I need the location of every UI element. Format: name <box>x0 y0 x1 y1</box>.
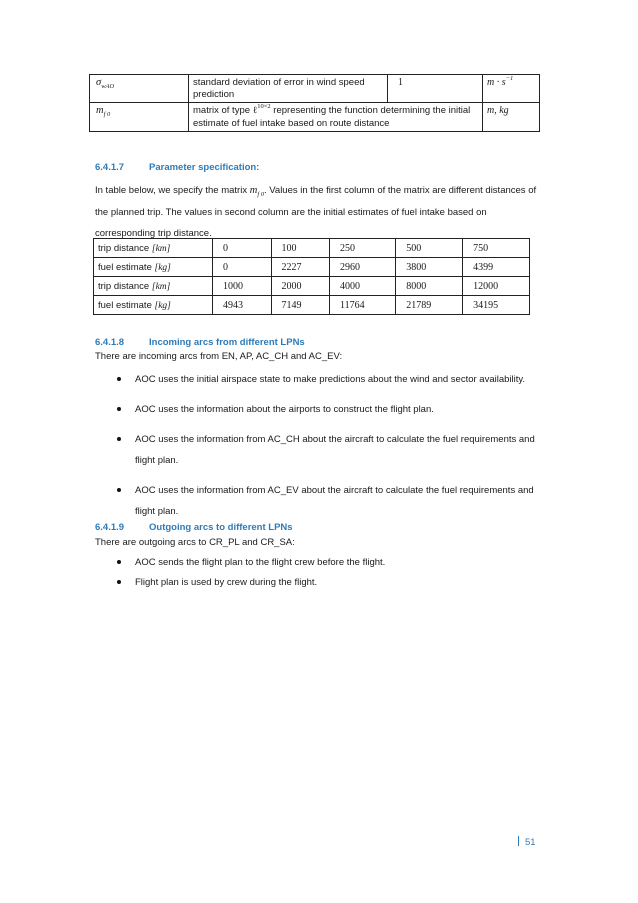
incoming-arcs-list <box>95 369 545 522</box>
table-cell: 8000 <box>396 277 463 296</box>
list-item: AOC uses the information from AC_EV about the aircraft to calculate the fuel requirements and flight plan. <box>95 480 545 522</box>
table-row <box>94 296 530 315</box>
table-row <box>90 75 540 103</box>
table-cell: 2960 <box>330 258 396 277</box>
table-row <box>90 103 540 132</box>
table-cell: 2000 <box>271 277 330 296</box>
table-row <box>94 258 530 277</box>
table-cell: 1000 <box>213 277 272 296</box>
row-label: fuel estimate [kg] <box>94 296 213 315</box>
row-label: trip distance [km] <box>94 239 213 258</box>
table-cell: 0 <box>213 239 272 258</box>
row-label: fuel estimate [kg] <box>94 258 213 277</box>
bullet-icon <box>117 488 121 492</box>
unit-cell: $m \cdot s^{-1}$ <box>483 75 540 103</box>
description-cell: standard deviation of error in wind speed prediction <box>189 75 388 103</box>
variables-table <box>89 74 540 132</box>
bullet-icon <box>117 580 121 584</box>
fuel-matrix-table <box>93 238 530 315</box>
table-cell: 21789 <box>396 296 463 315</box>
table-cell: 4000 <box>330 277 396 296</box>
table-cell: 100 <box>271 239 330 258</box>
footer-divider <box>518 836 519 846</box>
section-heading-6-4-1-7: 6.4.1.7 Parameter specification: <box>95 162 260 173</box>
unit-cell: m, kg <box>483 103 540 132</box>
table-cell: 4399 <box>463 258 530 277</box>
bullet-icon <box>117 437 121 441</box>
dimension-cell: 1 <box>388 75 483 103</box>
list-item: AOC uses the information from AC_CH about the aircraft to calculate the fuel requirements and flight plan. <box>95 429 545 471</box>
table-cell: 7149 <box>271 296 330 315</box>
bullet-icon <box>117 407 121 411</box>
incoming-intro: There are incoming arcs from EN, AP, AC_CH and AC_EV: <box>95 351 343 362</box>
table-cell: 250 <box>330 239 396 258</box>
description-cell: matrix of type ℓ$^{10\times 2}$ representing the function determining the initial estimate of fuel intake based on route distance <box>189 103 483 132</box>
table-row <box>94 277 530 296</box>
page-footer <box>518 836 536 848</box>
outgoing-arcs-list <box>95 556 545 589</box>
table-cell: 750 <box>463 239 530 258</box>
symbol-cell: $m_{f 0}$ <box>90 103 189 132</box>
table-row <box>94 239 530 258</box>
list-item: AOC uses the initial airspace state to make predictions about the wind and sector availability. <box>95 369 545 390</box>
table-cell: 12000 <box>463 277 530 296</box>
table-cell: 2227 <box>271 258 330 277</box>
section-heading-6-4-1-8: 6.4.1.8 Incoming arcs from different LPNs <box>95 337 305 348</box>
parameter-paragraph: In table below, we specify the matrix $m_{f 0}$. Values in the first column of the matrix are different distances of the planned trip. The values in second column are the initial estimates of fuel intake based on corresponding trip distance. <box>95 185 537 239</box>
row-label: trip distance [km] <box>94 277 213 296</box>
list-item: AOC uses the information about the airports to construct the flight plan. <box>95 399 545 420</box>
table-cell: 3800 <box>396 258 463 277</box>
table-cell: 4943 <box>213 296 272 315</box>
table-cell: 0 <box>213 258 272 277</box>
symbol-cell: $\sigma_{wAO}$ <box>90 75 189 103</box>
table-cell: 34195 <box>463 296 530 315</box>
page-number: 51 <box>525 837 536 848</box>
outgoing-intro: There are outgoing arcs to CR_PL and CR_SA: <box>95 537 295 548</box>
list-item: AOC sends the flight plan to the flight crew before the flight. <box>95 556 545 569</box>
bullet-icon <box>117 377 121 381</box>
table-cell: 11764 <box>330 296 396 315</box>
section-heading-6-4-1-9: 6.4.1.9 Outgoing arcs to different LPNs <box>95 522 293 533</box>
list-item: Flight plan is used by crew during the flight. <box>95 576 545 589</box>
bullet-icon <box>117 560 121 564</box>
table-cell: 500 <box>396 239 463 258</box>
